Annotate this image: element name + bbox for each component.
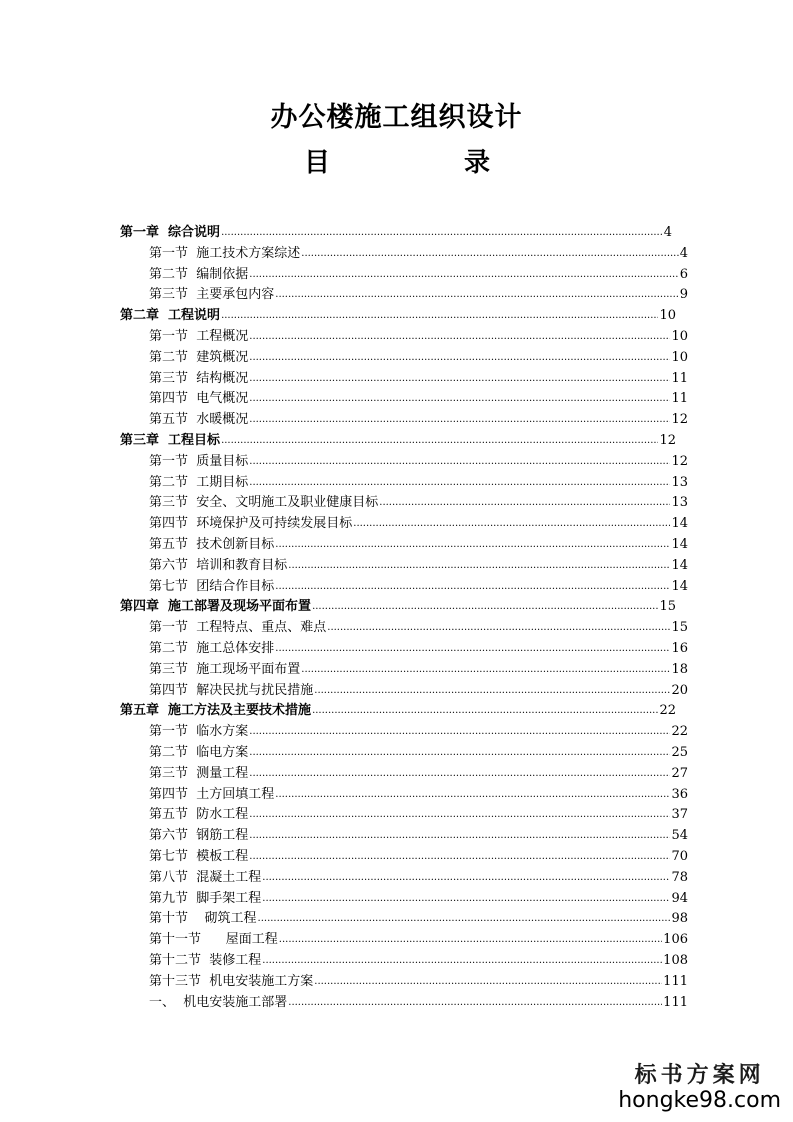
toc-dot-leader: [379, 497, 670, 509]
toc-entry-page: 37: [671, 807, 688, 823]
toc-dot-leader: [249, 414, 670, 426]
toc-section-entry[interactable]: [149, 490, 688, 511]
toc-dot-leader: [312, 705, 658, 717]
toc-entry-label: 第九节 脚手架工程: [149, 890, 262, 906]
toc-dot-leader: [353, 518, 670, 530]
toc-section-entry[interactable]: [149, 823, 688, 844]
toc-section-entry[interactable]: [149, 532, 688, 553]
toc-entry-page: 4: [679, 245, 688, 261]
toc-dot-leader: [249, 830, 670, 842]
toc-entry-page: 15: [659, 599, 676, 615]
toc-entry-page: 11: [671, 391, 688, 407]
toc-entry-label: 第三节 安全、文明施工及职业健康目标: [149, 495, 379, 511]
toc-chapter-entry[interactable]: [120, 698, 676, 719]
toc-dot-leader: [262, 872, 670, 884]
toc-dot-leader: [288, 560, 670, 572]
toc-entry-label: 第五节 水暖概况: [149, 412, 249, 428]
toc-section-entry[interactable]: [149, 969, 688, 990]
toc-entry-page: 4: [663, 225, 672, 240]
toc-chapter-entry[interactable]: [120, 220, 672, 241]
toc-entry-page: 70: [671, 849, 688, 864]
toc-entry-page: 106: [663, 932, 688, 948]
toc-dot-leader: [314, 685, 670, 697]
toc-entry-page: 98: [671, 911, 688, 927]
toc-dot-leader: [279, 934, 662, 946]
toc-section-entry[interactable]: [149, 262, 688, 283]
toc-entry-label: 第四节 土方回填工程: [149, 786, 275, 802]
toc-section-entry[interactable]: [149, 407, 688, 428]
toc-section-entry[interactable]: [149, 511, 688, 532]
toc-entry-page: 12: [671, 453, 688, 469]
toc-chapter-entry[interactable]: [120, 428, 676, 449]
watermark: [618, 1062, 781, 1114]
toc-entry-page: 54: [671, 828, 688, 844]
toc-entry-label: 第四章 施工部署及现场平面布置: [120, 599, 312, 615]
toc-entry-label: 第三节 施工现场平面布置: [149, 661, 301, 677]
toc-entry-page: 12: [671, 412, 688, 428]
toc-entry-label: 第十二节 装修工程: [149, 953, 262, 968]
toc-entry-label: 第六节 钢筋工程: [149, 828, 249, 844]
toc-entry-page: 27: [671, 765, 688, 781]
toc-dot-leader: [312, 601, 658, 613]
toc-entry-page: 9: [679, 287, 688, 303]
toc-dot-leader: [288, 997, 662, 1009]
toc-entry-label: 第二节 临电方案: [149, 745, 249, 760]
toc-entry-label: 第五节 技术创新目标: [149, 537, 275, 552]
toc-dot-leader: [249, 393, 670, 405]
toc-entry-page: 108: [663, 953, 688, 968]
toc-dot-leader: [301, 664, 670, 676]
watermark-en: hongke98.com: [618, 1088, 781, 1113]
toc-heading: [0, 146, 793, 180]
toc-section-entry[interactable]: [149, 927, 688, 948]
toc-section-entry[interactable]: [149, 345, 688, 366]
toc-section-entry[interactable]: [149, 782, 688, 803]
toc-entry-label: 第十三节 机电安装施工方案: [149, 973, 314, 989]
toc-entry-label: 第六节 培训和教育目标: [149, 557, 288, 573]
toc-section-entry[interactable]: [149, 740, 688, 761]
toc-dot-leader: [327, 622, 670, 634]
toc-dot-leader: [314, 976, 662, 988]
toc-entry-label: 第三节 测量工程: [149, 765, 249, 781]
toc-dot-leader: [249, 809, 670, 821]
toc-section-entry[interactable]: [149, 761, 688, 782]
toc-entry-page: 14: [671, 578, 688, 594]
toc-section-entry[interactable]: [149, 719, 688, 740]
toc-entry-page: 36: [671, 786, 688, 802]
toc-entry-page: 10: [671, 349, 688, 365]
toc-entry-page: 14: [671, 557, 688, 573]
toc-entry-label: 第二章 工程说明: [120, 308, 221, 324]
toc-entry-page: 16: [671, 641, 688, 656]
document-title: 办公楼施工组织设计: [270, 102, 523, 133]
toc-entry-label: 第二节 工期目标: [149, 474, 249, 490]
toc-section-entry[interactable]: [149, 553, 688, 574]
toc-chapter-entry[interactable]: [120, 594, 676, 615]
toc-dot-leader: [249, 477, 670, 489]
toc-section-entry[interactable]: [149, 865, 688, 886]
toc-section-entry[interactable]: [149, 282, 688, 303]
toc-heading-right: 录: [464, 148, 491, 178]
toc-entry-page: 25: [671, 745, 688, 760]
toc-entry-page: 10: [659, 308, 676, 324]
toc-entry-label: 第七节 团结合作目标: [149, 578, 275, 594]
toc-entry-page: 78: [671, 869, 688, 885]
toc-dot-leader: [249, 747, 670, 759]
toc-section-entry[interactable]: [149, 366, 688, 387]
toc-dot-leader: [258, 913, 671, 925]
toc-dot-leader: [249, 352, 670, 364]
toc-entry-page: 22: [659, 703, 676, 719]
toc-dot-leader: [221, 227, 663, 239]
toc-section-entry[interactable]: [149, 636, 688, 657]
toc-dot-leader: [301, 248, 678, 260]
toc-entry-label: 第一节 工程特点、重点、难点: [149, 620, 327, 636]
toc-dot-leader: [249, 331, 670, 343]
toc-section-entry[interactable]: [149, 449, 688, 470]
toc-dot-leader: [275, 789, 670, 801]
toc-entry-label: 第三节 结构概况: [149, 370, 249, 386]
toc-dot-leader: [262, 893, 670, 905]
toc-entry-label: 第十一节 屋面工程: [149, 932, 278, 948]
toc-entry-label: 第一节 临水方案: [149, 724, 249, 740]
toc-section-entry[interactable]: [149, 906, 688, 927]
toc-entry-label: 第一节 施工技术方案综述: [149, 245, 301, 261]
toc-entry-page: 12: [659, 433, 676, 448]
toc-entry-label: 第七节 模板工程: [149, 849, 249, 864]
toc-entry-page: 14: [671, 537, 688, 552]
toc-section-entry[interactable]: [149, 615, 688, 636]
toc-entry-label: 第十节 砌筑工程: [149, 911, 257, 927]
toc-entry-page: 111: [663, 994, 688, 1010]
toc-section-entry[interactable]: [149, 886, 688, 907]
toc-section-entry[interactable]: [149, 948, 688, 969]
toc-entry-page: 15: [671, 620, 688, 636]
toc-dot-leader: [221, 435, 658, 447]
toc-dot-leader: [249, 851, 670, 863]
toc-entry-page: 10: [671, 329, 688, 344]
toc-section-entry[interactable]: [149, 470, 688, 491]
toc-entry-label: 第四节 解决民扰与扰民措施: [149, 682, 314, 698]
toc-entry-label: 第一章 综合说明: [120, 225, 221, 240]
toc-entry-label: 第一节 质量目标: [149, 453, 249, 469]
toc-entry-page: 94: [671, 890, 688, 906]
toc-entry-label: 第五节 防水工程: [149, 807, 249, 823]
watermark-cn: 标书方案网: [634, 1062, 765, 1088]
toc-chapter-entry[interactable]: [120, 303, 676, 324]
toc-entry-label: 第四节 电气概况: [149, 391, 249, 407]
toc-entry-page: 14: [671, 516, 688, 532]
toc-entry-page: 6: [679, 266, 688, 282]
toc-dot-leader: [262, 955, 662, 967]
toc-entry-label: 第二节 施工总体安排: [149, 641, 275, 656]
toc-heading-left: 目: [304, 148, 331, 178]
toc-dot-leader: [249, 373, 670, 385]
toc-section-entry[interactable]: [149, 657, 688, 678]
toc-entry-label: 第二节 编制依据: [149, 266, 249, 282]
toc-section-entry[interactable]: [149, 844, 688, 865]
toc-entry-page: 20: [671, 682, 688, 698]
toc-entry-page: 22: [671, 724, 688, 740]
toc-entry-label: 第三章 工程目标: [120, 433, 221, 448]
toc-dot-leader: [275, 643, 670, 655]
toc-entry-label: 第一节 工程概况: [149, 329, 249, 344]
toc-entry-page: 18: [671, 661, 688, 677]
toc-dot-leader: [275, 581, 670, 593]
toc-entry-label: 一、 机电安装施工部署: [149, 994, 288, 1010]
toc-entry-page: 13: [671, 495, 688, 511]
toc-entry-label: 第二节 建筑概况: [149, 349, 249, 365]
toc-entry-label: 第五章 施工方法及主要技术措施: [120, 703, 312, 719]
toc-dot-leader: [249, 456, 670, 468]
toc-dot-leader: [275, 539, 670, 551]
toc-dot-leader: [249, 269, 678, 281]
toc-section-entry[interactable]: [149, 241, 688, 262]
toc-entry-page: 13: [671, 474, 688, 490]
toc-dot-leader: [249, 726, 670, 738]
toc-entry-label: 第三节 主要承包内容: [149, 287, 275, 303]
toc-dot-leader: [275, 289, 678, 301]
toc-section-entry[interactable]: [149, 386, 688, 407]
toc-dot-leader: [249, 768, 670, 780]
toc-section-entry[interactable]: [149, 574, 688, 595]
toc-dot-leader: [221, 310, 658, 322]
toc-entry-page: 11: [671, 370, 688, 386]
toc-section-entry[interactable]: [149, 990, 688, 1011]
toc-section-entry[interactable]: [149, 678, 688, 699]
toc-section-entry[interactable]: [149, 802, 688, 823]
toc-entry-label: 第八节 混凝土工程: [149, 869, 262, 885]
toc-entry-label: 第四节 环境保护及可持续发展目标: [149, 516, 353, 532]
toc-section-entry[interactable]: [149, 324, 688, 345]
toc-entry-page: 111: [663, 973, 688, 989]
